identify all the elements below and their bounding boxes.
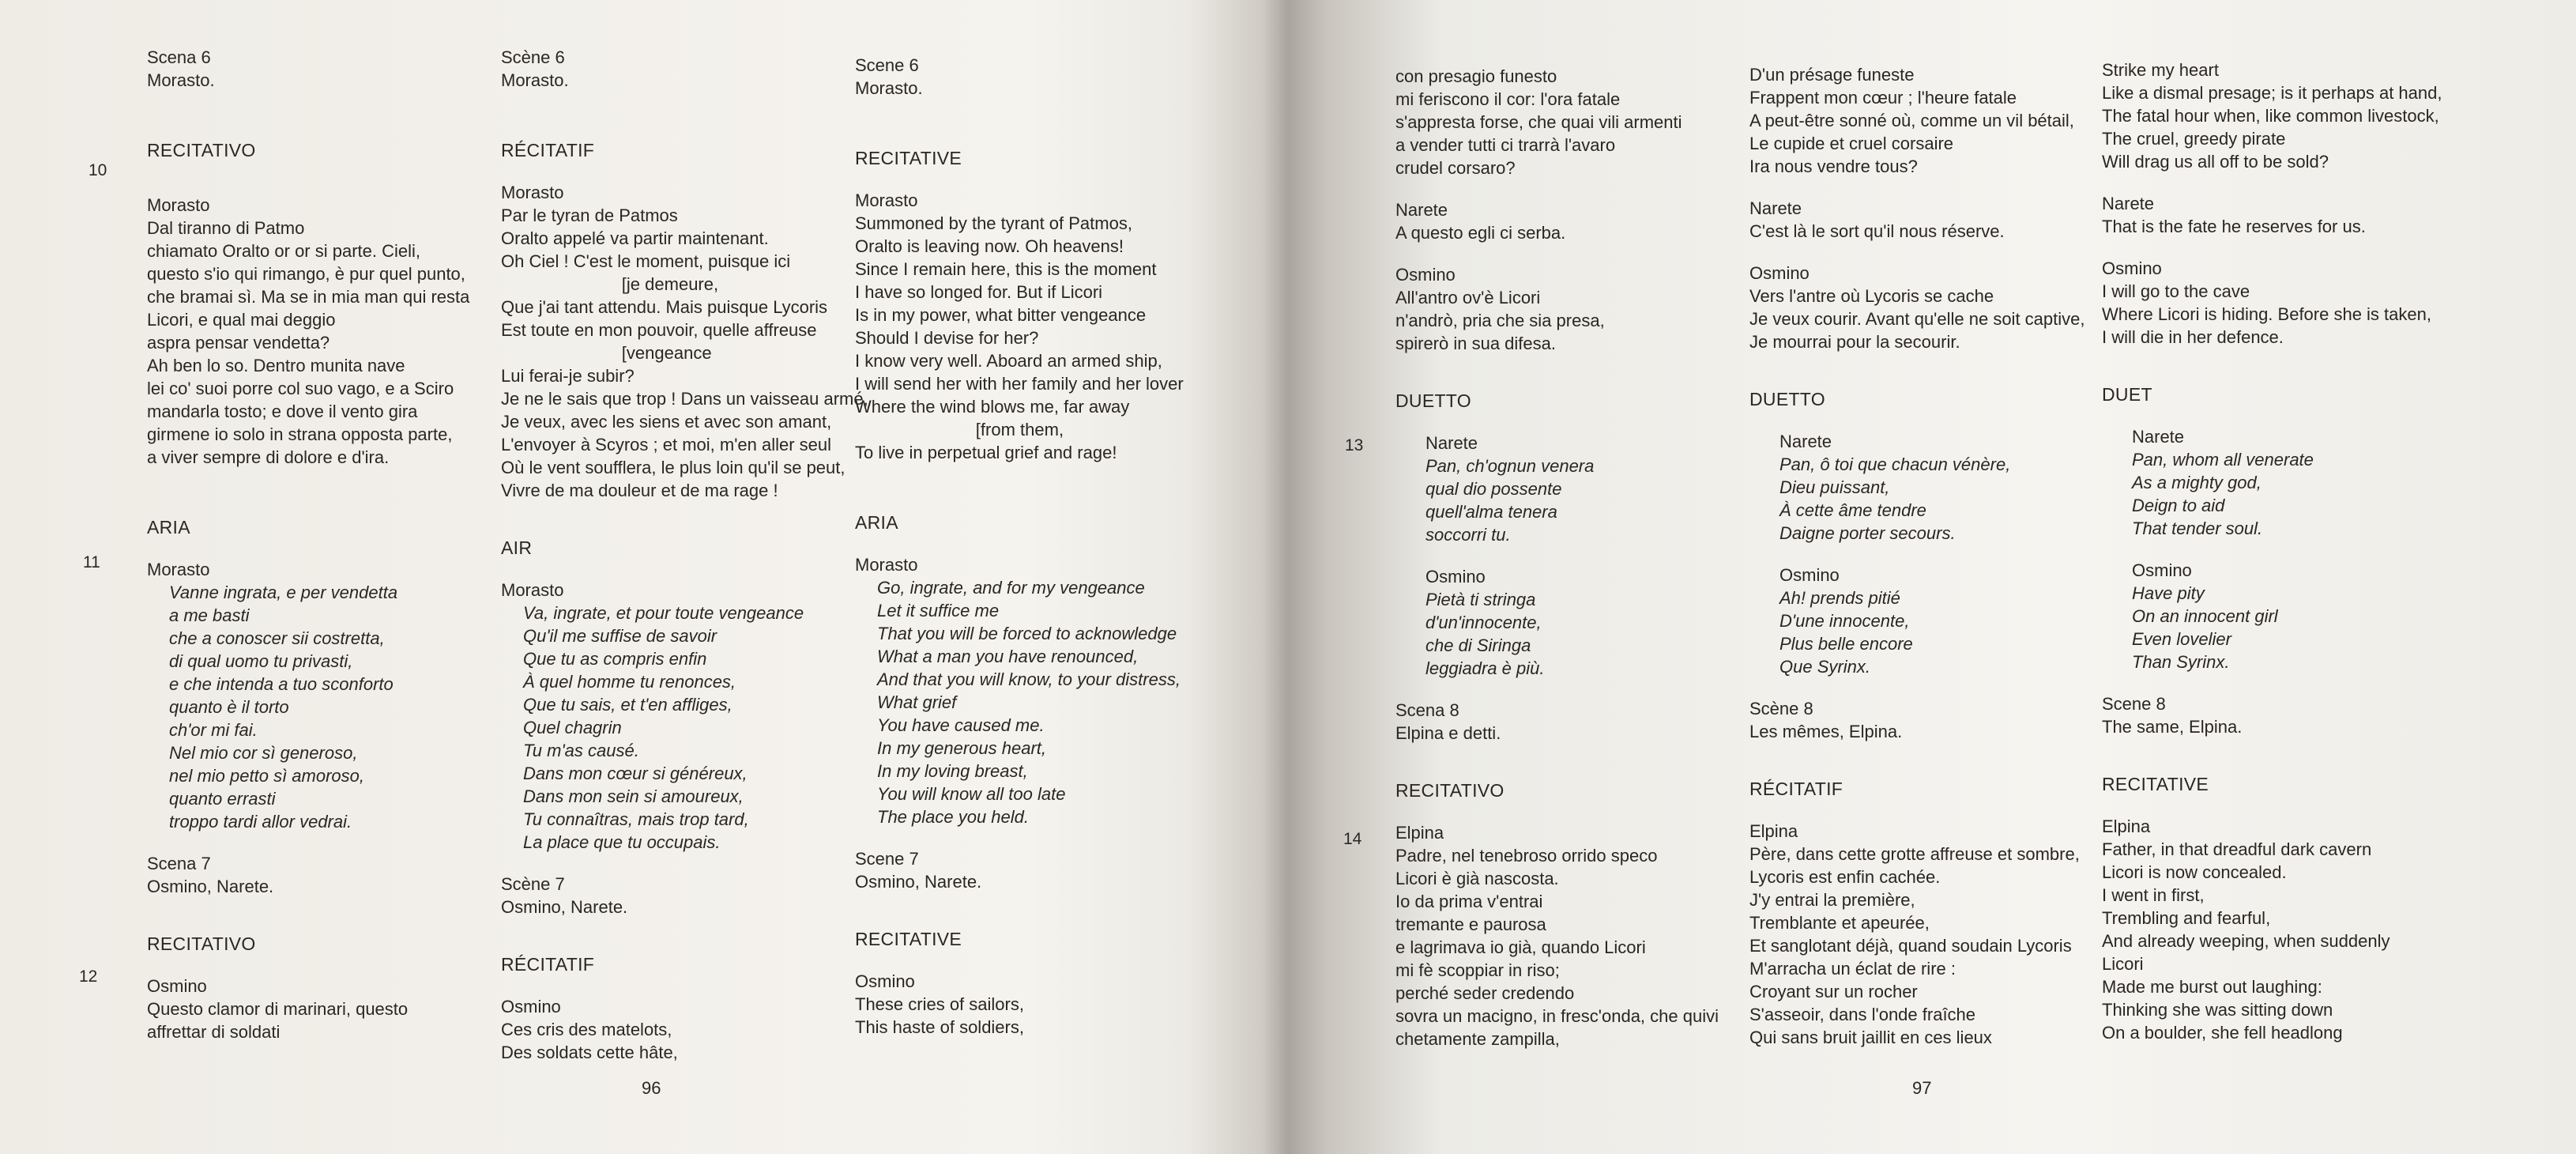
number-marker: 13 xyxy=(1345,436,1364,454)
verse-line: Ah! prends pitié xyxy=(1779,588,1900,608)
speaker: Morasto xyxy=(147,195,210,215)
speaker: Narete xyxy=(2102,194,2155,213)
speaker: Narete xyxy=(2132,427,2185,447)
verse-line: [vengeance xyxy=(501,343,712,363)
verse-line: Daigne porter secours. xyxy=(1779,523,1956,543)
french-column xyxy=(1749,63,2089,1049)
verse-line: Dal tiranno di Patmo xyxy=(147,218,305,238)
scene-heading: Scena 7 xyxy=(147,854,211,873)
verse-line: Dieu puissant, xyxy=(1779,477,1890,497)
verse-line: Je veux, avec les siens et avec son amant, xyxy=(501,412,832,432)
verse-line: À quel homme tu renonces, xyxy=(523,672,736,692)
verse-line: Since I remain here, this is the moment xyxy=(855,259,1157,279)
verse-line: And already weeping, when suddenly xyxy=(2102,931,2390,951)
verse-block xyxy=(501,1018,841,1064)
verse-line: A questo egli ci serba. xyxy=(1395,223,1566,243)
scene-cast: Osmino, Narete. xyxy=(147,877,274,896)
verse-line: Let it suffice me xyxy=(877,601,1000,620)
section-label: AIR xyxy=(501,537,533,558)
verse-line: Where the wind blows me, far away xyxy=(855,397,1130,417)
section-label: RECITATIVO xyxy=(147,140,256,160)
verse-block xyxy=(1749,220,2089,243)
verse-line: Deign to aid xyxy=(2132,496,2225,515)
verse-line: Have pity xyxy=(2132,583,2205,603)
verse-block xyxy=(2102,58,2442,173)
scene-cast: Morasto. xyxy=(855,78,923,98)
verse-block xyxy=(1425,588,1735,680)
verse-line: Ah ben lo so. Dentro munita nave xyxy=(147,356,405,375)
verse-line: To live in perpetual grief and rage! xyxy=(855,443,1117,462)
verse-line: spirerò in sua difesa. xyxy=(1395,334,1556,353)
verse-line: Tremblante et apeurée, xyxy=(1749,913,1930,933)
scene-cast: The same, Elpina. xyxy=(2102,717,2243,737)
section-label: RECITATIVO xyxy=(147,933,256,954)
verse-line: con presagio funesto xyxy=(1395,66,1557,86)
verse-line: tremante e paurosa xyxy=(1395,915,1546,934)
verse-line: lei co' suoi porre col suo vago, e a Sciro xyxy=(147,379,454,398)
verse-line: Dans mon sein si amoureux, xyxy=(523,786,744,806)
verse-line: Oh Ciel ! C'est le moment, puisque ici xyxy=(501,251,791,271)
verse-line: Qui sans bruit jaillit en ces lieux xyxy=(1749,1028,1992,1047)
verse-line: This haste of soldiers, xyxy=(855,1017,1024,1037)
speaker: Morasto xyxy=(147,560,210,579)
verse-line: quell'alma tenera xyxy=(1425,502,1557,522)
verse-line: Pan, whom all venerate xyxy=(2132,450,2314,470)
verse-block xyxy=(501,602,841,854)
verse-line: Father, in that dreadful dark cavern xyxy=(2102,839,2372,859)
verse-block xyxy=(1395,221,1735,244)
speaker: Morasto xyxy=(855,555,918,575)
verse-line: affrettar di soldati xyxy=(147,1022,281,1042)
verse-line: Lui ferai-je subir? xyxy=(501,366,635,386)
speaker: Osmino xyxy=(2132,560,2192,580)
verse-line: di qual uomo tu privasti, xyxy=(169,651,353,671)
number-marker: 12 xyxy=(79,967,98,986)
verse-line: che bramai sì. Ma se in mia man qui resta xyxy=(147,287,470,307)
verse-line: The cruel, greedy pirate xyxy=(2102,129,2286,149)
verse-line: Ces cris des matelots, xyxy=(501,1020,672,1039)
verse-line: soccorri tu. xyxy=(1425,525,1511,545)
speaker: Osmino xyxy=(501,997,561,1016)
verse-line: I will die in her defence. xyxy=(2102,327,2284,347)
scene-cast: Osmino, Narete. xyxy=(855,872,982,892)
verse-block xyxy=(2102,215,2442,238)
verse-line: nel mio petto sì amoroso, xyxy=(169,766,365,786)
verse-line: Plus belle encore xyxy=(1779,634,1913,654)
verse-line: Summoned by the tyrant of Patmos, xyxy=(855,213,1132,233)
page-number: 97 xyxy=(1912,1078,1932,1098)
verse-block xyxy=(501,204,868,502)
verse-line: I went in first, xyxy=(2102,885,2205,905)
verse-line: Que j'ai tant attendu. Mais puisque Lycoris xyxy=(501,297,828,317)
verse-line: Strike my heart xyxy=(2102,60,2219,80)
verse-line: À cette âme tendre xyxy=(1779,500,1926,520)
scene-heading: Scene 8 xyxy=(2102,694,2166,714)
verse-line: I know very well. Aboard an armed ship, xyxy=(855,351,1162,371)
verse-line: qual dio possente xyxy=(1425,479,1562,499)
verse-line: Io da prima v'entrai xyxy=(1395,892,1543,911)
verse-line: Où le vent soufflera, le plus loin qu'il se peut, xyxy=(501,458,845,477)
verse-line: Pietà ti stringa xyxy=(1425,590,1536,609)
verse-line: All'antro ov'è Licori xyxy=(1395,288,1541,307)
verse-line: You will know all too late xyxy=(877,784,1066,804)
speaker: Morasto xyxy=(501,183,564,202)
verse-line: Je veux courir. Avant qu'elle ne soit captive, xyxy=(1749,309,2085,329)
verse-block xyxy=(1749,63,2089,178)
verse-block xyxy=(147,997,487,1043)
speaker: Narete xyxy=(1749,198,1802,218)
verse-line: Je mourrai pour la secourir. xyxy=(1749,332,1960,352)
verse-line: Even lovelier xyxy=(2132,629,2231,649)
french-column xyxy=(501,46,868,1064)
verse-line: ch'or mi fai. xyxy=(169,720,258,740)
verse-line: [je demeure, xyxy=(501,274,719,294)
verse-line: As a mighty god, xyxy=(2132,473,2262,492)
verse-line: Que tu sais, et t'en affliges, xyxy=(523,695,733,715)
verse-line: girmene io solo in strana opposta parte, xyxy=(147,424,453,444)
verse-line: Croyant sur un rocher xyxy=(1749,982,1918,1001)
verse-line: I have so longed for. But if Licori xyxy=(855,282,1103,302)
verse-line: questo s'io qui rimango, è pur quel punto, xyxy=(147,264,465,284)
verse-line: Lycoris est enfin cachée. xyxy=(1749,867,1941,887)
verse-line: chetamente zampilla, xyxy=(1395,1029,1560,1049)
speaker: Narete xyxy=(1779,432,1832,451)
verse-line: Que Syrinx. xyxy=(1779,657,1870,677)
verse-block xyxy=(147,217,487,469)
verse-line: Frappent mon cœur ; l'heure fatale xyxy=(1749,88,2017,107)
scene-heading: Scène 7 xyxy=(501,874,565,894)
verse-line: Ira nous vendre tous? xyxy=(1749,157,1918,176)
scene-cast: Morasto. xyxy=(147,70,215,90)
english-column xyxy=(855,54,1195,1039)
verse-line: Thinking she was sitting down xyxy=(2102,1000,2333,1020)
page-number: 96 xyxy=(642,1078,661,1098)
verse-line: Tu m'as causé. xyxy=(523,741,639,760)
verse-line: Vanne ingrata, e per vendetta xyxy=(169,583,398,602)
verse-line: Et sanglotant déjà, quand soudain Lycoris xyxy=(1749,936,2072,956)
section-label: RECITATIVE xyxy=(855,929,962,949)
speaker: Elpina xyxy=(2102,816,2151,836)
speaker: Osmino xyxy=(1749,263,1810,283)
verse-line: troppo tardi allor vedrai. xyxy=(169,812,352,832)
section-label: ARIA xyxy=(147,517,190,537)
verse-line: Tu connaîtras, mais trop tard, xyxy=(523,809,749,829)
verse-line: That tender soul. xyxy=(2132,519,2263,538)
verse-line: che a conoscer sii costretta, xyxy=(169,628,385,648)
verse-line: What grief xyxy=(877,692,957,712)
section-label: RECITATIVE xyxy=(855,148,962,168)
verse-line: quanto è il torto xyxy=(169,697,289,717)
verse-line: quanto errasti xyxy=(169,789,276,809)
verse-line: That you will be forced to acknowledge xyxy=(877,624,1177,643)
speaker: Narete xyxy=(1395,200,1448,220)
verse-line: Than Syrinx. xyxy=(2132,652,2230,672)
verse-line: a me basti xyxy=(169,605,250,625)
italian-column xyxy=(147,46,487,1043)
scene-cast: Osmino, Narete. xyxy=(501,897,628,917)
number-marker: 10 xyxy=(89,161,107,179)
verse-block xyxy=(2102,280,2442,349)
verse-line: C'est là le sort qu'il nous réserve. xyxy=(1749,221,2005,241)
verse-block xyxy=(1749,285,2089,353)
verse-block xyxy=(1395,844,1735,1050)
speaker: Osmino xyxy=(1425,567,1486,586)
verse-line: These cries of sailors, xyxy=(855,994,1024,1014)
scene-cast: Elpina e detti. xyxy=(1395,723,1501,743)
speaker: Osmino xyxy=(1395,265,1456,285)
speaker: Elpina xyxy=(1749,821,1798,841)
verse-line: D'un présage funeste xyxy=(1749,65,1915,85)
scene-cast: Morasto. xyxy=(501,70,569,90)
verse-block xyxy=(1395,286,1735,355)
speaker: Elpina xyxy=(1395,823,1444,843)
scene-heading: Scene 7 xyxy=(855,849,919,869)
verse-line: In my generous heart, xyxy=(877,738,1047,758)
speaker: Osmino xyxy=(147,976,207,996)
verse-line: Is in my power, what bitter vengeance xyxy=(855,305,1147,325)
verse-line: Dans mon cœur si généreux, xyxy=(523,764,748,783)
speaker: Narete xyxy=(1425,433,1478,453)
verse-block xyxy=(855,993,1195,1039)
verse-line: Qu'il me suffise de savoir xyxy=(523,626,717,646)
scene-cast: Les mêmes, Elpina. xyxy=(1749,722,1903,741)
verse-line: Vers l'antre où Lycoris se cache xyxy=(1749,286,1994,306)
verse-line: S'asseoir, dans l'onde fraîche xyxy=(1749,1005,1976,1024)
scene-heading: Scena 8 xyxy=(1395,700,1459,720)
scene-heading: Scena 6 xyxy=(147,47,211,67)
scene-heading: Scène 6 xyxy=(501,47,565,67)
verse-line: Pan, ch'ognun venera xyxy=(1425,456,1595,476)
number-marker: 11 xyxy=(83,553,100,571)
right-page xyxy=(1296,0,2576,1154)
verse-line: Should I devise for her? xyxy=(855,328,1039,348)
verse-block xyxy=(855,212,1195,464)
verse-line: And that you will know, to your distress, xyxy=(877,669,1181,689)
speaker: Morasto xyxy=(501,580,564,600)
section-label: DUET xyxy=(2102,384,2152,405)
verse-line: perché seder credendo xyxy=(1395,983,1575,1003)
verse-line: chiamato Oralto or or si parte. Cieli, xyxy=(147,241,421,261)
section-label: DUETTO xyxy=(1395,390,1471,411)
verse-line: a vender tutti ci trarrà l'avaro xyxy=(1395,135,1616,155)
verse-line: sovra un macigno, in fresc'onda, che quivi xyxy=(1395,1006,1719,1026)
verse-block xyxy=(2132,448,2442,540)
section-label: DUETTO xyxy=(1749,389,1825,409)
verse-line: What a man you have renounced, xyxy=(877,647,1139,666)
section-label: ARIA xyxy=(855,512,898,533)
section-label: RÉCITATIF xyxy=(1749,779,1843,799)
verse-line: The fatal hour when, like common livestock, xyxy=(2102,106,2439,126)
verse-line: Je ne le sais que trop ! Dans un vaisseau armé, xyxy=(501,389,868,409)
verse-line: Licori è già nascosta. xyxy=(1395,869,1559,888)
verse-line: Nel mio cor sì generoso, xyxy=(169,743,358,763)
italian-column xyxy=(1395,65,1735,1050)
verse-line: I will send her with her family and her lover xyxy=(855,374,1184,394)
verse-line: Oralto is leaving now. Oh heavens! xyxy=(855,236,1124,256)
verse-line: You have caused me. xyxy=(877,715,1045,735)
verse-line: The place you held. xyxy=(877,807,1030,827)
verse-line: Go, ingrate, and for my vengeance xyxy=(877,578,1145,598)
verse-line: [from them, xyxy=(855,420,1064,439)
verse-line: Par le tyran de Patmos xyxy=(501,206,678,225)
verse-line: In my loving breast, xyxy=(877,761,1028,781)
verse-line: Des soldats cette hâte, xyxy=(501,1043,678,1062)
scene-heading: Scène 8 xyxy=(1749,699,1813,718)
left-page xyxy=(0,0,1280,1154)
verse-line: I will go to the cave xyxy=(2102,281,2250,301)
verse-line: Padre, nel tenebroso orrido speco xyxy=(1395,846,1658,866)
verse-line: That is the fate he reserves for us. xyxy=(2102,217,2366,236)
verse-block xyxy=(1425,454,1735,546)
verse-line: aspra pensar vendetta? xyxy=(147,333,330,353)
verse-line: A peut-être sonné où, comme un vil bétail, xyxy=(1749,111,2074,130)
verse-line: M'arracha un éclat de rire : xyxy=(1749,959,1956,979)
verse-line: e che intenda a tuo sconforto xyxy=(169,674,394,694)
verse-line: Like a dismal presage; is it perhaps at hand, xyxy=(2102,83,2442,103)
verse-line: Que tu as compris enfin xyxy=(523,649,707,669)
verse-line: On an innocent girl xyxy=(2132,606,2278,626)
section-label: RECITATIVO xyxy=(1395,780,1505,801)
verse-line: Le cupide et cruel corsaire xyxy=(1749,134,1954,153)
section-label: RÉCITATIF xyxy=(501,140,595,160)
verse-line: mandarla tosto; e dove il vento gira xyxy=(147,402,418,421)
verse-block xyxy=(1779,586,2089,678)
verse-line: La place que tu occupais. xyxy=(523,832,721,852)
verse-line: Trembling and fearful, xyxy=(2102,908,2271,928)
verse-line: L'envoyer à Scyros ; et moi, m'en aller seul xyxy=(501,435,832,454)
verse-block xyxy=(2102,838,2442,1044)
verse-line: crudel corsaro? xyxy=(1395,158,1516,178)
verse-line: mi feriscono il cor: l'ora fatale xyxy=(1395,89,1621,109)
verse-block xyxy=(1395,65,1735,179)
verse-line: e lagrimava io già, quando Licori xyxy=(1395,937,1646,957)
speaker: Morasto xyxy=(855,190,918,210)
verse-line: On a boulder, she fell headlong xyxy=(2102,1023,2343,1043)
verse-line: Est toute en mon pouvoir, quelle affreuse xyxy=(501,320,817,340)
verse-line: s'appresta forse, che quai vili armenti xyxy=(1395,112,1682,132)
verse-line: mi fè scoppiar in riso; xyxy=(1395,960,1560,980)
verse-line: Oralto appelé va partir maintenant. xyxy=(501,228,769,248)
verse-line: Licori xyxy=(2102,954,2144,974)
verse-block xyxy=(1779,453,2089,545)
verse-line: Licori is now concealed. xyxy=(2102,862,2287,882)
verse-block xyxy=(2132,582,2442,673)
verse-line: leggiadra è più. xyxy=(1425,658,1545,678)
verse-block xyxy=(1749,843,2089,1049)
verse-line: Made me burst out laughing: xyxy=(2102,977,2322,997)
verse-line: Will drag us all off to be sold? xyxy=(2102,152,2329,172)
verse-block xyxy=(855,576,1195,828)
verse-line: D'une innocente, xyxy=(1779,611,1910,631)
number-marker: 14 xyxy=(1343,830,1362,848)
speaker: Osmino xyxy=(1779,565,1840,585)
verse-line: n'andrò, pria che sia presa, xyxy=(1395,311,1605,330)
verse-line: Vivre de ma douleur et de ma rage ! xyxy=(501,481,778,500)
verse-line: Va, ingrate, et pour toute vengeance xyxy=(523,603,804,623)
section-label: RÉCITATIF xyxy=(501,954,595,975)
verse-line: che di Siringa xyxy=(1425,635,1531,655)
speaker: Osmino xyxy=(2102,258,2162,278)
verse-line: J'y entrai la première, xyxy=(1749,890,1915,910)
scene-heading: Scene 6 xyxy=(855,55,919,75)
verse-line: Pan, ô toi que chacun vénère, xyxy=(1779,454,2011,474)
section-label: RECITATIVE xyxy=(2102,774,2209,794)
verse-line: Where Licori is hiding. Before she is taken, xyxy=(2102,304,2431,324)
speaker: Osmino xyxy=(855,971,915,991)
verse-line: Quel chagrin xyxy=(523,718,622,737)
english-column xyxy=(2102,58,2442,1044)
verse-line: Père, dans cette grotte affreuse et sombre, xyxy=(1749,844,2080,864)
verse-block xyxy=(147,581,487,833)
verse-line: d'un'innocente, xyxy=(1425,613,1542,632)
verse-line: Licori, e qual mai deggio xyxy=(147,310,336,330)
verse-line: Questo clamor di marinari, questo xyxy=(147,999,409,1019)
verse-line: a viver sempre di dolore e d'ira. xyxy=(147,447,390,467)
